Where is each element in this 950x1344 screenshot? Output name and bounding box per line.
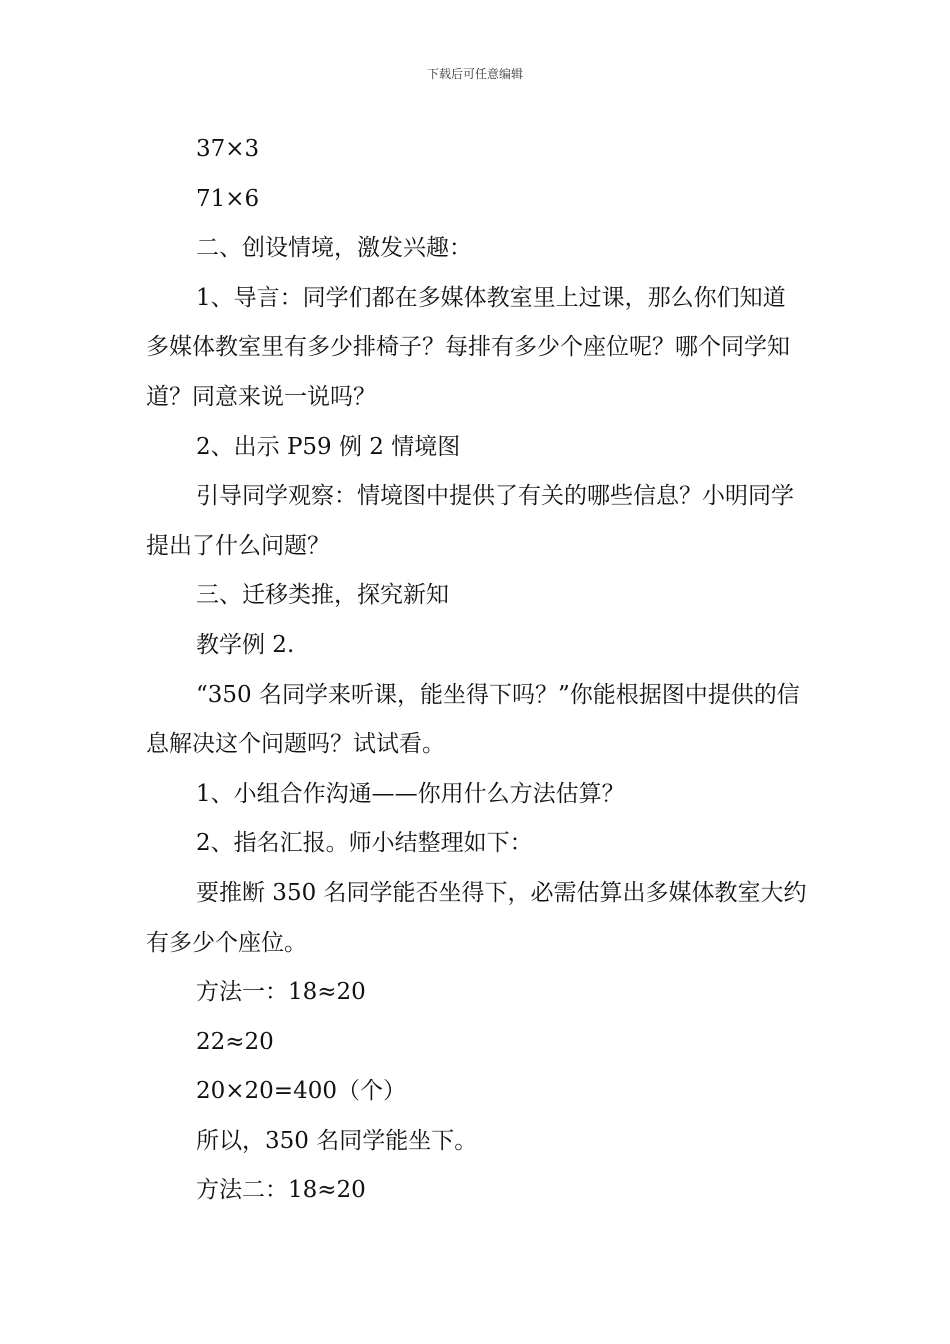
section-heading-2: 二、创设情境，激发兴趣：	[196, 235, 472, 262]
paragraph-estimate-need: 要推断 350 名同学能否坐得下，必需估算出多媒体教室大约有多少个座位。	[146, 879, 807, 956]
paragraph-intro: 1、导言：同学们都在多媒体教室里上过课，那么你们知道多媒体教室里有多少排椅子？每排有多少个座位呢？哪个同学知道？同意来说一说吗？	[146, 284, 790, 410]
paragraph-guide-observe: 引导同学观察：情境图中提供了有关的哪些信息？小明同学提出了什么问题？	[146, 483, 794, 559]
paragraph-method-2: 方法二：18≈20	[196, 1177, 366, 1204]
paragraph-group-work: 1、小组合作沟通——你用什么方法估算？	[196, 780, 625, 807]
paragraph-question: “350 名同学来听课，能坐得下吗？”你能根据图中提供的信息解决这个问题吗？试试看。	[146, 681, 800, 758]
paragraph-calc-2: 71×6	[196, 185, 260, 212]
section-heading-3: 三、迁移类推，探究新知	[196, 582, 449, 609]
paragraph-report: 2、指名汇报。师小结整理如下：	[196, 830, 533, 857]
paragraph-example-label: 教学例 2.	[196, 631, 295, 658]
document-body	[146, 125, 808, 1216]
paragraph-method-1: 方法一：18≈20	[196, 979, 366, 1006]
page-header: 下载后可任意编辑	[426, 67, 523, 81]
paragraph-conclusion: 所以，350 名同学能坐下。	[196, 1127, 478, 1154]
paragraph-approx-22: 22≈20	[196, 1028, 274, 1055]
paragraph-show-figure: 2、出示 P59 例 2 情境图	[196, 433, 461, 460]
paragraph-calc-1: 37×3	[196, 136, 260, 162]
paragraph-product-400: 20×20=400（个）	[196, 1078, 406, 1105]
